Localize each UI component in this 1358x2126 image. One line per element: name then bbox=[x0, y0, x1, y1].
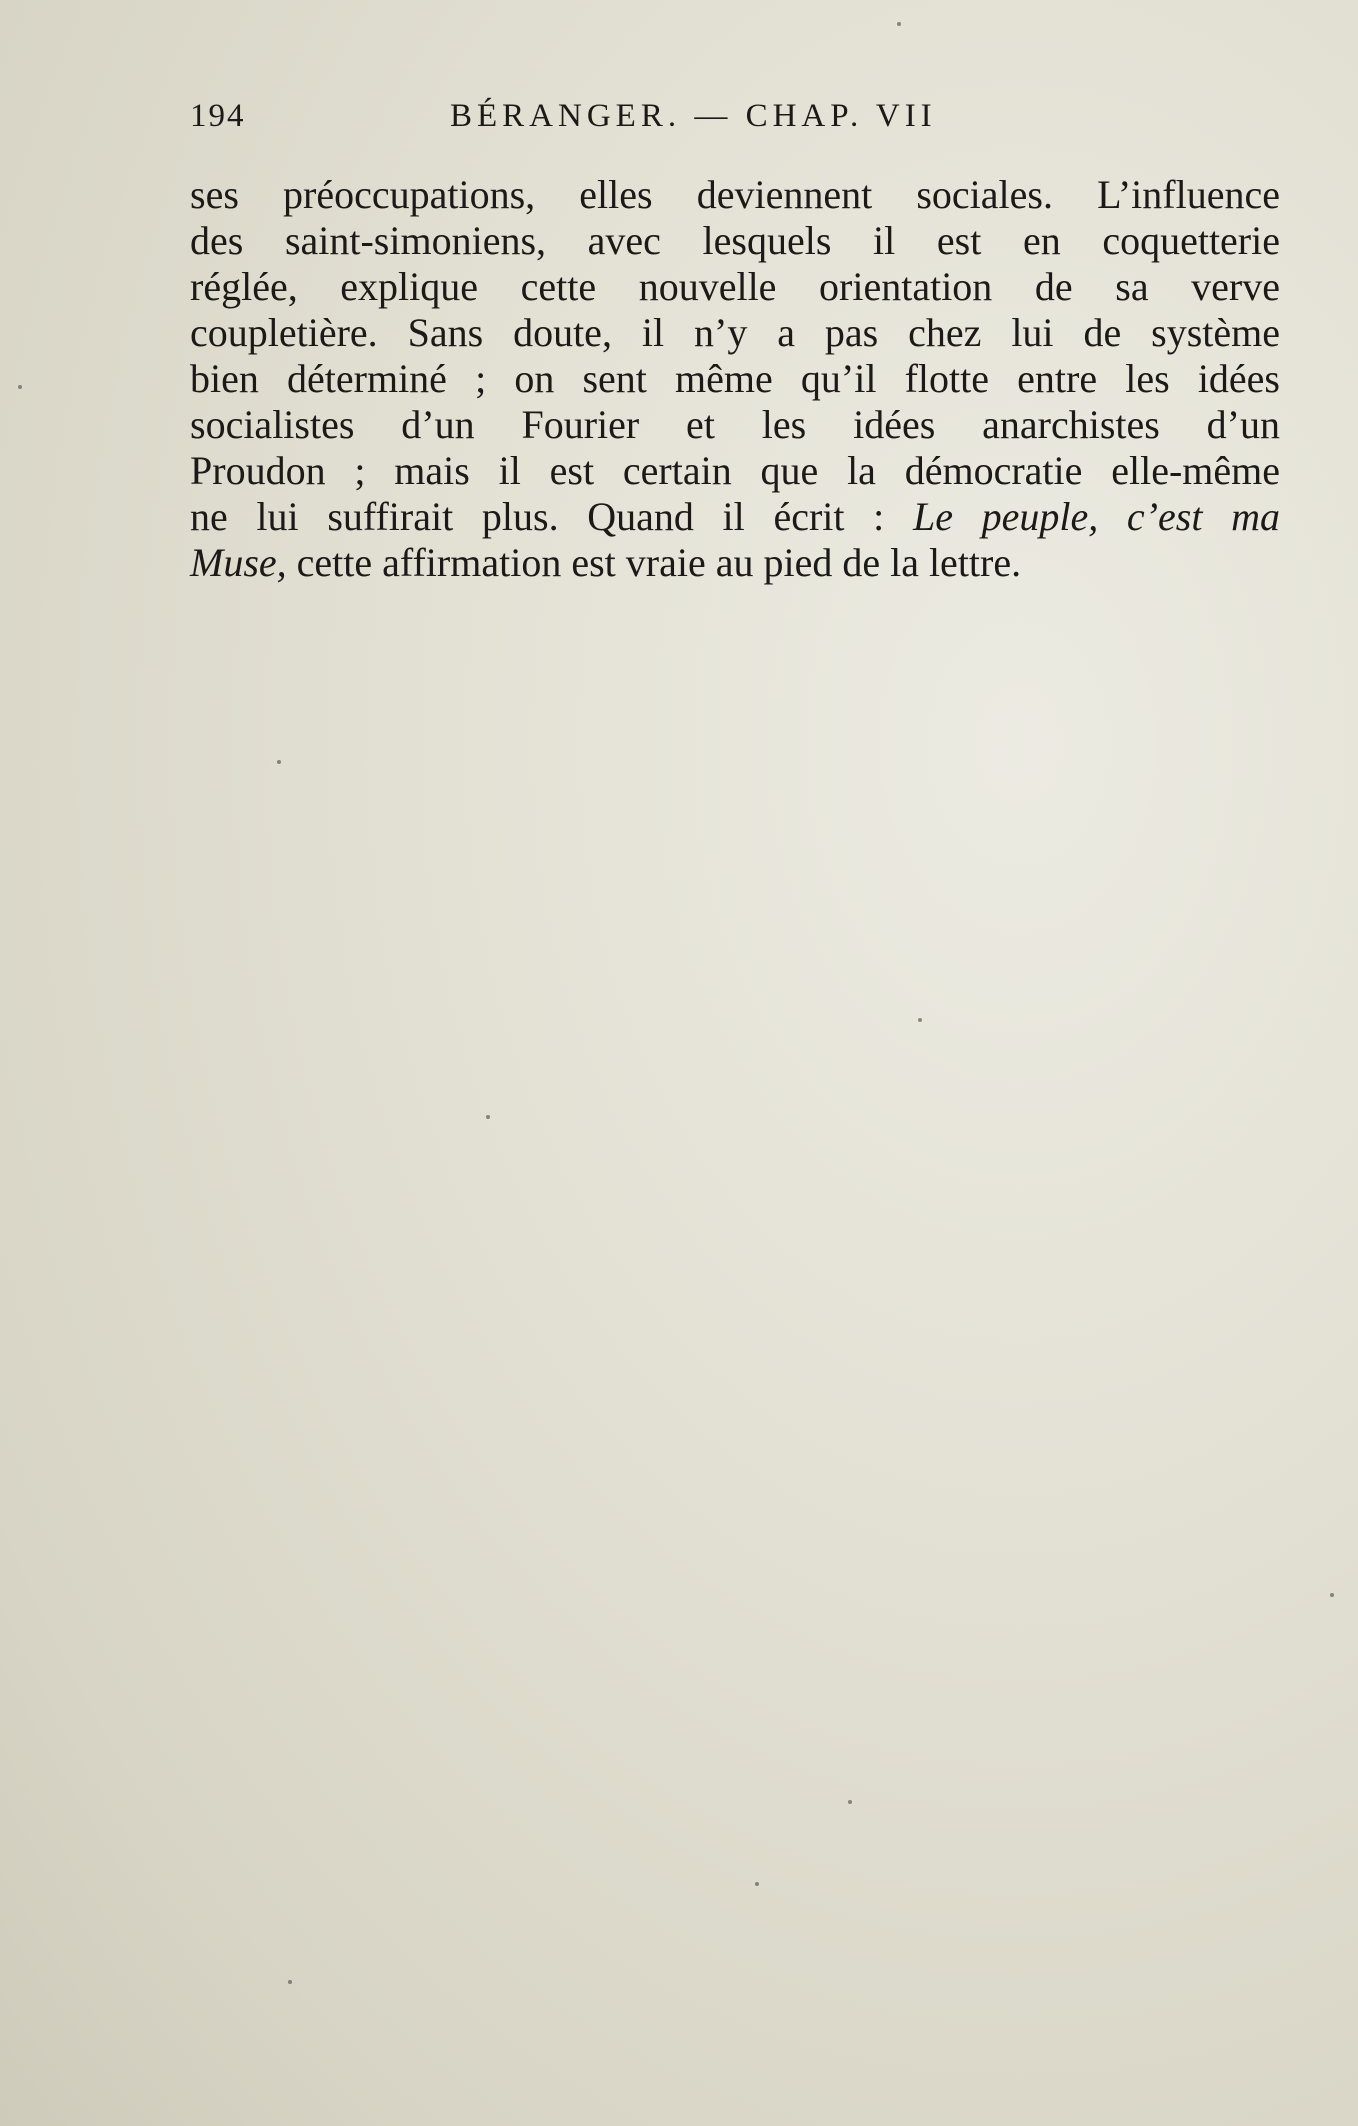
italic-quote: Le peuple, c’est ma bbox=[912, 494, 1280, 539]
paper-speck bbox=[755, 1882, 759, 1886]
paper-speck bbox=[288, 1980, 292, 1984]
paper-speck bbox=[277, 760, 281, 764]
text-line: Proudon ; mais il est certain que la démocratie elle-même bbox=[190, 448, 1280, 493]
text-line: bien déterminé ; on sent même qu’il flotte entre les idées bbox=[190, 356, 1280, 401]
text-line-last bbox=[190, 540, 1280, 586]
text-segment: cette affirmation est vraie au pied de la lettre. bbox=[296, 540, 1022, 585]
italic-quote: Muse, bbox=[190, 540, 287, 585]
paper-speck bbox=[918, 1018, 922, 1022]
text-line: réglée, explique cette nouvelle orientation de sa verve bbox=[190, 264, 1280, 309]
paper-speck bbox=[897, 22, 901, 26]
text-line: ses préoccupations, elles deviennent sociales. L’influence bbox=[190, 172, 1280, 217]
text-line: socialistes d’un Fourier et les idées anarchistes d’un bbox=[190, 402, 1280, 447]
text-line: des saint-simoniens, avec lesquels il est en coquetterie bbox=[190, 218, 1280, 263]
paper-speck bbox=[18, 385, 22, 389]
text-line-with-quote bbox=[190, 494, 1280, 540]
paper-speck bbox=[848, 1800, 852, 1804]
paper-speck bbox=[486, 1115, 490, 1119]
paper-speck bbox=[1330, 1593, 1334, 1597]
body-paragraph bbox=[190, 172, 1280, 586]
text-line: coupletière. Sans doute, il n’y a pas chez lui de système bbox=[190, 310, 1280, 355]
text-segment: ne lui suffirait plus. Quand il écrit : bbox=[190, 494, 885, 539]
running-title: BÉRANGER. — CHAP. VII bbox=[450, 98, 937, 134]
page-number: 194 bbox=[190, 98, 246, 134]
running-head bbox=[190, 98, 1280, 148]
